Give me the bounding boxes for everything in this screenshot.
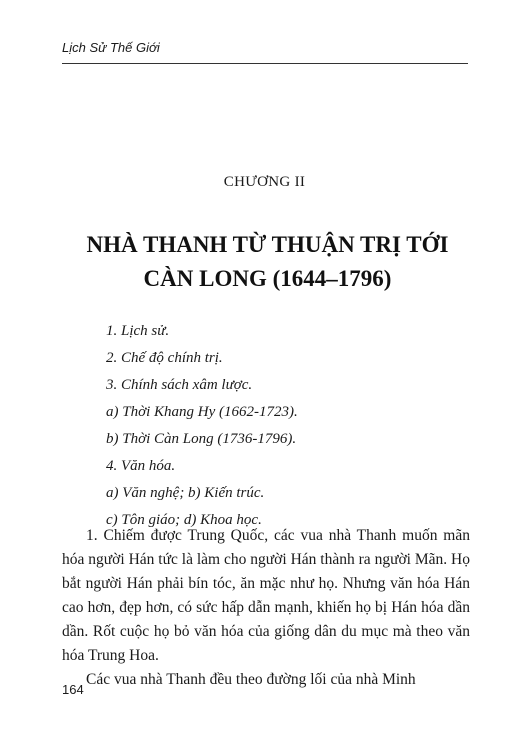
outline-item: 1. Lịch sử.	[106, 323, 170, 339]
outline-item: 4. Văn hóa.	[106, 458, 176, 474]
body-text	[62, 524, 470, 692]
chapter-title-line-2: CÀN LONG (1644–1796)	[143, 266, 392, 291]
outline-item: 2. Chế độ chính trị.	[106, 350, 223, 366]
running-header: Lịch Sử Thế Giới	[62, 40, 160, 55]
page-number: 164	[62, 682, 84, 697]
header-rule	[62, 63, 468, 64]
outline-item: a) Thời Khang Hy (1662-1723).	[106, 404, 298, 420]
outline-item: b) Thời Càn Long (1736-1796).	[106, 431, 297, 447]
body-paragraph: 1. Chiếm được Trung Quốc, các vua nhà Thanh muốn mãn hóa người Hán tức là làm cho người Hán thành ra người Mãn. Họ bắt người Hán phải bín tóc, ăn mặc như họ. Nhưng văn hóa Hán cao hơn, đẹp hơn, có sức hấp dẫn mạnh, khiến họ bị Hán hóa dần dần. Rốt cuộc họ bỏ văn hóa của giống dân du mục mà theo văn hóa Trung Hoa.	[62, 527, 470, 664]
chapter-outline	[106, 318, 466, 534]
outline-item: c) Tôn giáo; d) Khoa học.	[106, 512, 262, 528]
outline-item: a) Văn nghệ; b) Kiến trúc.	[106, 485, 265, 501]
chapter-title-line-1: NHÀ THANH TỪ THUẬN TRỊ TỚI	[86, 232, 449, 257]
chapter-title	[0, 228, 529, 296]
body-paragraph: Các vua nhà Thanh đều theo đường lối của nhà Minh	[86, 671, 416, 688]
chapter-label: CHƯƠNG II	[223, 174, 306, 190]
outline-item: 3. Chính sách xâm lược.	[106, 377, 253, 393]
